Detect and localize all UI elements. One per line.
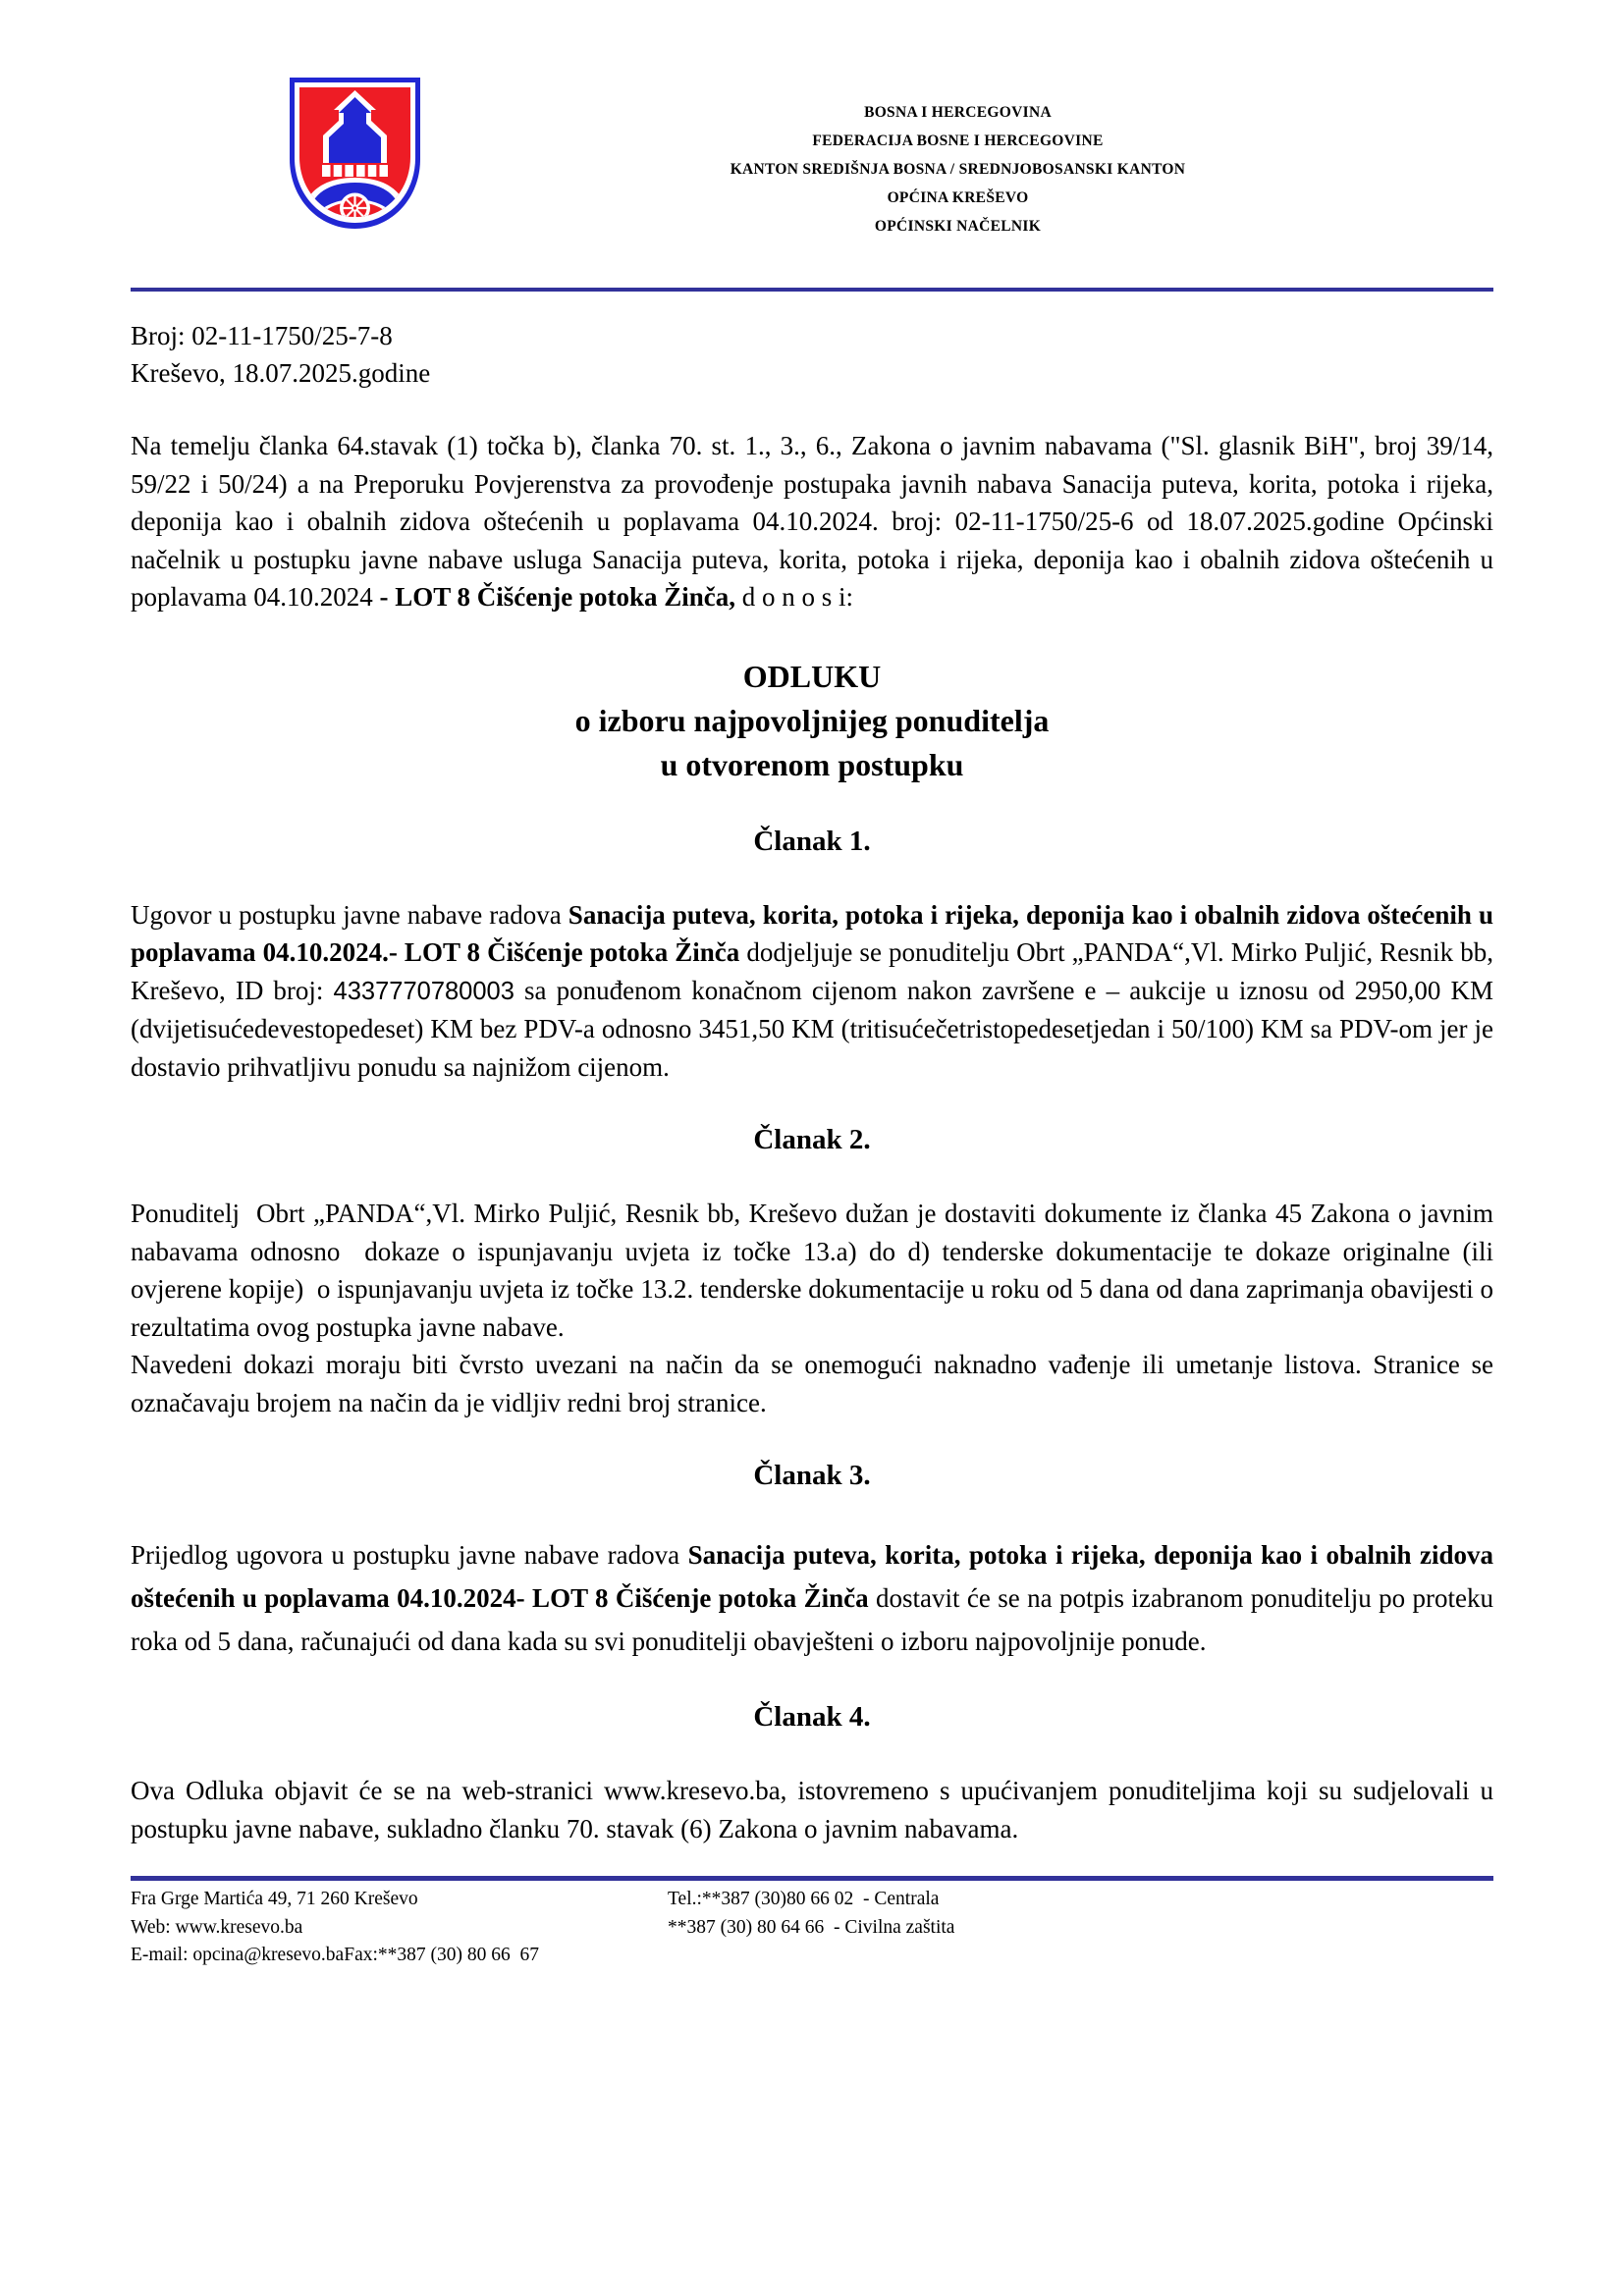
article-1-paragraph <box>131 896 1500 1087</box>
header-divider <box>131 288 1493 292</box>
article-1-text-1: Ugovor u postupku javne nabave radova <box>131 899 568 930</box>
article-2-paragraph-1 <box>131 1195 1500 1346</box>
doc-number: Broj: 02-11-1750/25-7-8 <box>131 321 393 350</box>
footer-row-2 <box>131 1914 1493 1943</box>
header-line-country: BOSNA I HERCEGOVINA <box>864 104 1052 121</box>
article-2-paragraph-2 <box>131 1346 1500 1421</box>
article-2-text-2: Navedeni dokazi moraju biti čvrsto uvezani na način da se onemogući naknadno vađenje ili umetanje listova. Stranice se označavaju brojem na način da je vidljiv redni broj stranice. <box>131 1350 1500 1417</box>
article-1-subject-bold: Sanacija puteva, korita, potoka i rijeka, deponija kao i obalnih zidova oštećenih u poplavama 04.10.2024.- LOT 8 Čišćenje potoka Žinča <box>131 899 1500 967</box>
footer-phone-central: Tel.:**387 (30)80 66 02 - Centrala <box>668 1889 940 1909</box>
footer-email: E-mail: opcina@kresevo.ba <box>131 1945 345 1965</box>
header-line-canton: KANTON SREDIŠNJA BOSNA / SREDNJOBOSANSKI KANTON <box>730 161 1186 178</box>
preamble-text: Na temelju članka 64.stavak (1) točka b), članka 70. st. 1., 3., 6., Zakona o javnim nabavama ("Sl. glasnik BiH", broj 39/14, 59/22 i 50/24) a na Preporuku Povjerenstva za provođenje postupaka javnih nabava Sanacija puteva, korita, potoka i rijeka, deponija kao i obalnih zidova oštećenih u poplavama 04.10.2024. broj: 02-11-1750/25-6 od 18.07.2025.godine Općinski načelnik u postupku javne nabave usluga Sanacija puteva, korita, potoka i rijeka, deponija kao i obalnih zidova oštećenih u poplavama 04.10.2024 <box>131 431 1500 612</box>
header-institution-lines <box>422 98 1493 240</box>
preamble-lot-bold: - LOT 8 Čišćenje potoka Žinča, <box>379 582 735 612</box>
article-1-text-2: dodjeljuje se ponuditelju Obrt „PANDA“,Vl. Mirko Puljić, Resnik bb, Kreševo, ID broj: <box>131 937 1500 1005</box>
preamble-donosi: d o n o s i: <box>735 582 854 612</box>
article-4-heading: Članak 4. <box>753 1701 871 1733</box>
decision-title <box>131 655 1493 787</box>
decision-title-line-2: o izboru najpovoljnijeg ponuditelja <box>574 702 1050 738</box>
footer-row-3 <box>131 1942 1493 1970</box>
article-4-text: Ova Odluka objavit će se na web-stranici www.kresevo.ba, istovremeno s upućivanjem ponuditeljima koji su sudjelovali u postupku javne nabave, sukladno članku 70. stavak (6) Zakona o javnim nabavama. <box>131 1776 1500 1843</box>
decision-title-line-1: ODLUKU <box>742 658 882 694</box>
page-footer <box>131 1876 1493 1970</box>
article-3-text-1: Prijedlog ugovora u postupku javne nabave radova <box>131 1540 688 1570</box>
document-meta <box>131 317 1493 392</box>
article-3-paragraph <box>131 1533 1500 1663</box>
article-2-text-1: Ponuditelj Obrt „PANDA“,Vl. Mirko Puljić, Resnik bb, Kreševo dužan je dostaviti dokumente iz članka 45 Zakona o javnim nabavama odnosno dokaze o ispunjavanju uvjeta iz točke 13.a) do d) tenderske dokumentacije te dokaze originalne (ili ovjerene kopije) o ispunjavanju uvjeta iz točke 13.2. tenderske dokumentacije u roku od 5 dana od dana zaprimanja obavijesti o rezultatima ovog postupka javne nabave. <box>131 1199 1500 1342</box>
header-line-municipality: OPĆINA KREŠEVO <box>887 189 1029 206</box>
article-3-subject-bold: Sanacija puteva, korita, potoka i rijeka, deponija kao i obalnih zidova oštećenih u poplavama 04.10.2024- LOT 8 Čišćenje potoka Žinča <box>131 1540 1500 1613</box>
footer-row-1 <box>131 1886 1493 1914</box>
bidder-id-number: 4337770780003 <box>333 977 514 1005</box>
article-3-text-2: dostavit će se na potpis izabranom ponuditelju po proteku roka od 5 dana, računajući od dana kada su svi ponuditelji obavješteni o izboru najpovoljnije ponude. <box>131 1583 1500 1656</box>
footer-address: Fra Grge Martića 49, 71 260 Kreševo <box>131 1889 418 1909</box>
decision-title-line-3: u otvorenom postupku <box>660 746 964 782</box>
header-line-mayor: OPĆINSKI NAČELNIK <box>874 218 1042 235</box>
document-header <box>131 77 1493 288</box>
preamble-paragraph <box>131 427 1500 616</box>
article-3-heading: Članak 3. <box>753 1460 871 1491</box>
footer-divider <box>131 1876 1493 1881</box>
kresevo-coat-of-arms-icon <box>288 77 422 231</box>
article-2-heading: Članak 2. <box>753 1124 871 1155</box>
doc-place-date: Kreševo, 18.07.2025.godine <box>131 358 431 388</box>
footer-fax: Fax:**387 (30) 80 66 67 <box>344 1945 539 1965</box>
footer-website: Web: www.kresevo.ba <box>131 1916 303 1938</box>
article-1-heading: Članak 1. <box>753 825 871 857</box>
article-1-text-3: sa ponuđenom konačnom cijenom nakon završene e – aukcije u iznosu od 2950,00 KM (dvijetisućedevestopedeset) KM bez PDV-a odnosno 3451,50 KM (tritisućečetristopedesetjedan i 50/100) KM sa PDV-om jer je dostavio prihvatljivu ponudu sa najnižom cijenom. <box>131 975 1500 1082</box>
article-4-paragraph <box>131 1772 1500 1847</box>
footer-contact-info <box>131 1886 1493 1970</box>
header-line-federation: FEDERACIJA BOSNE I HERCEGOVINE <box>812 133 1104 149</box>
footer-phone-civil: **387 (30) 80 64 66 - Civilna zaštita <box>668 1916 955 1938</box>
